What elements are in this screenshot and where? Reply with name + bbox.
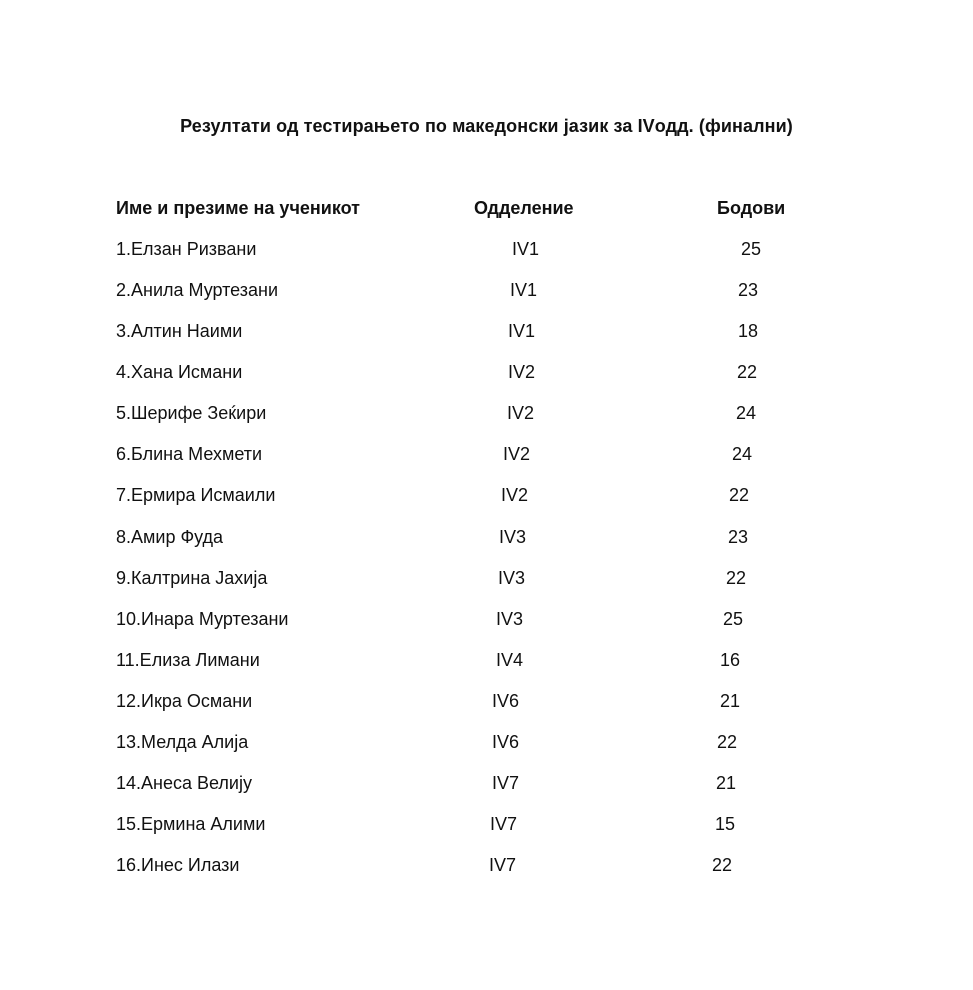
- student-name: 15.Ермина Алими: [116, 814, 266, 834]
- table-row: [0, 650, 973, 674]
- student-points: 23: [738, 280, 759, 300]
- student-name: 1.Елзан Ризвани: [116, 239, 257, 259]
- student-name: 12.Икра Османи: [116, 691, 253, 711]
- student-class: IV2: [507, 403, 535, 423]
- student-class: IV2: [508, 362, 536, 382]
- student-class: IV1: [510, 280, 538, 300]
- table-row: [0, 773, 973, 797]
- student-name: 8.Амир Фуда: [116, 527, 224, 547]
- table-row: [0, 568, 973, 592]
- student-points: 25: [723, 609, 744, 629]
- student-class: IV7: [490, 814, 518, 834]
- student-name: 10.Инара Муртезани: [116, 609, 289, 629]
- student-points: 18: [738, 321, 759, 341]
- student-points: 21: [716, 773, 737, 793]
- student-class: IV3: [499, 527, 527, 547]
- student-name: 6.Блина Мехмети: [116, 444, 263, 464]
- student-name: 9.Калтрина Јахија: [116, 568, 268, 588]
- table-row: [0, 609, 973, 633]
- student-class: IV2: [503, 444, 531, 464]
- student-points: 21: [720, 691, 741, 711]
- table-row: [0, 403, 973, 427]
- column-header-points: Бодови: [717, 198, 786, 218]
- table-row: [0, 321, 973, 345]
- student-points: 22: [726, 568, 747, 588]
- student-class: IV3: [496, 609, 524, 629]
- student-points: 22: [729, 485, 750, 505]
- table-row: [0, 444, 973, 468]
- table-row: [0, 280, 973, 304]
- table-row: [0, 855, 973, 879]
- student-name: 14.Анеса Велију: [116, 773, 252, 793]
- student-name: 4.Хана Исмани: [116, 362, 243, 382]
- table-row: [0, 239, 973, 263]
- student-points: 16: [720, 650, 741, 670]
- student-class: IV3: [498, 568, 526, 588]
- student-class: IV6: [492, 732, 520, 752]
- table-row: [0, 527, 973, 551]
- table-row: [0, 691, 973, 715]
- student-class: IV2: [501, 485, 529, 505]
- student-points: 22: [712, 855, 733, 875]
- table-row: [0, 814, 973, 838]
- student-class: IV4: [496, 650, 524, 670]
- student-name: 5.Шерифе Зеќири: [116, 403, 267, 423]
- student-name: 3.Алтин Наими: [116, 321, 243, 341]
- student-name: 13.Мелда Алија: [116, 732, 249, 752]
- column-header-class: Одделение: [474, 198, 574, 218]
- student-class: IV1: [508, 321, 536, 341]
- table-row: [0, 732, 973, 756]
- student-points: 22: [737, 362, 758, 382]
- student-points: 25: [741, 239, 762, 259]
- student-class: IV6: [492, 691, 520, 711]
- student-class: IV7: [489, 855, 517, 875]
- table-row: [0, 362, 973, 386]
- student-class: IV7: [492, 773, 520, 793]
- student-name: 7.Ермира Исмаили: [116, 485, 276, 505]
- student-points: 24: [732, 444, 753, 464]
- student-name: 2.Анила Муртезани: [116, 280, 279, 300]
- student-class: IV1: [512, 239, 540, 259]
- student-points: 15: [715, 814, 736, 834]
- student-points: 23: [728, 527, 749, 547]
- student-points: 22: [717, 732, 738, 752]
- table-row: [0, 485, 973, 509]
- student-points: 24: [736, 403, 757, 423]
- student-name: 11.Елиза Лимани: [116, 650, 260, 670]
- student-name: 16.Инес Илази: [116, 855, 240, 875]
- document-title: Резултати од тестирањето по македонски јазик за IVодд. (финални): [180, 116, 793, 136]
- column-header-name: Име и презиме на ученикот: [116, 198, 360, 218]
